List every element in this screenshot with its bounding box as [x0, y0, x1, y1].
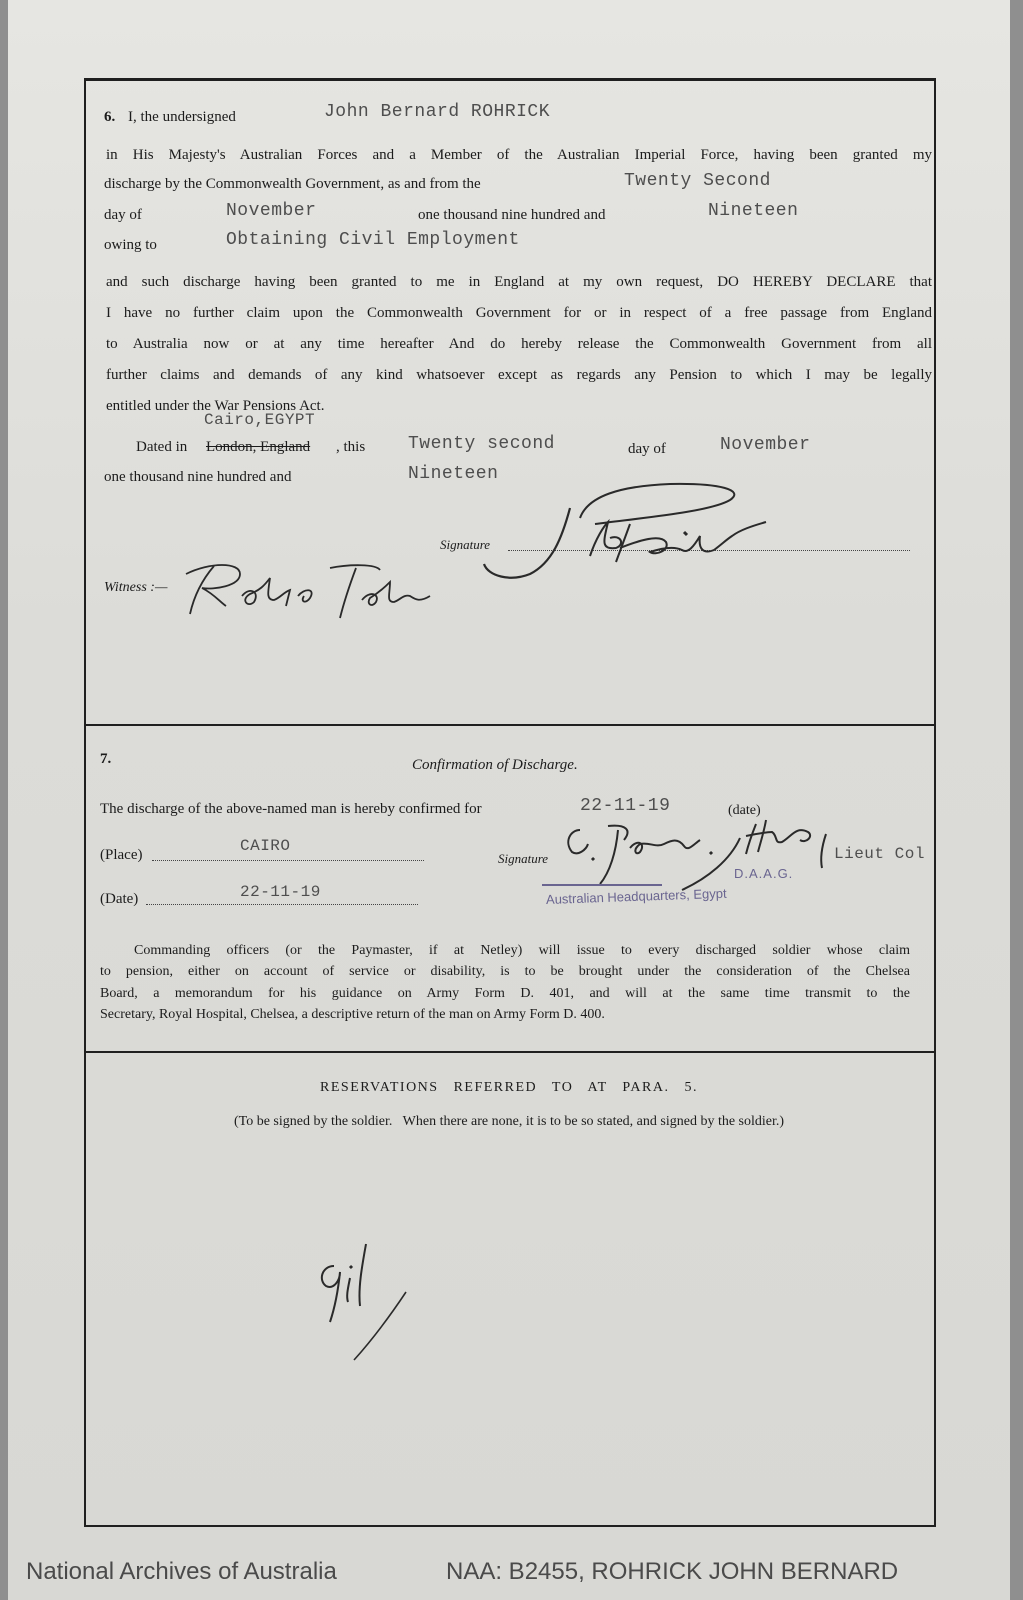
place-value: CAIRO — [240, 837, 291, 855]
dated-month: November — [720, 435, 811, 455]
officer-rank: Lieut Col — [834, 845, 925, 863]
confirmation-heading: Confirmation of Discharge. — [412, 757, 578, 773]
discharge-day: Twenty Second — [624, 171, 771, 191]
this-label: , this — [336, 439, 366, 455]
date-hint: (date) — [728, 803, 761, 818]
footer-archive-name: National Archives of Australia — [26, 1558, 337, 1585]
reservations-instruction: (To be signed by the soldier. When there are none, it is to be so stated, and signed by the soldier.) — [233, 1114, 785, 1129]
discharge-from-label: discharge by the Commonwealth Government, as and from the — [104, 176, 481, 192]
date-line — [146, 904, 418, 905]
declaration-line-2: in His Majesty's Australian Forces and a Member of the Australian Imperial Force, having been granted my — [106, 147, 932, 163]
place-label: (Place) — [100, 847, 143, 863]
note-line-1: Commanding officers (or the Paymaster, if at Netley) will issue to every discharged soldier whose claim — [134, 943, 910, 958]
officer-signature — [560, 796, 840, 896]
declaration-para-2: I have no further claim upon the Commonwealth Government for or in respect of a free passage from England — [106, 305, 932, 321]
declaration-para-4: further claims and demands of any kind whatsoever except as regards any Pension to which I may be legally — [106, 367, 932, 383]
dated-in-label: Dated in — [136, 439, 188, 455]
soldier-name: John Bernard ROHRICK — [324, 102, 551, 122]
witness-label: Witness :— — [104, 580, 168, 595]
soldier-signature — [470, 478, 770, 588]
section-divider-reservations — [84, 1051, 934, 1053]
officer-signature-label: Signature — [498, 851, 549, 866]
day-of-label: day of — [104, 207, 142, 223]
dated-place-struck: London, England — [206, 439, 311, 455]
note-line-4: Secretary, Royal Hospital, Chelsea, a descriptive return of the man on Army Form D. 400. — [100, 1007, 605, 1022]
section-divider-7 — [84, 724, 934, 726]
confirm-date: 22-11-19 — [580, 796, 671, 816]
stamp-rule — [542, 884, 662, 886]
witness-signature — [180, 556, 440, 626]
date-label: (Date) — [100, 891, 139, 907]
stamp-headquarters: Australian Headquarters, Egypt — [545, 885, 727, 907]
signature-label: Signature — [440, 537, 491, 552]
discharge-month: November — [226, 201, 317, 221]
discharge-year: Nineteen — [708, 201, 799, 221]
undersigned-label: I, the undersigned — [128, 109, 236, 125]
owing-to-label: owing to — [104, 237, 157, 253]
thousand-label-2: one thousand nine hundred and — [104, 469, 292, 485]
declaration-para-1: and such discharge having been granted to me in England at my own request, DO HEREBY DECLARE that — [106, 274, 932, 290]
date-value: 22-11-19 — [240, 883, 321, 901]
note-line-3: Board, a memorandum for his guidance on Army Form D. 401, and will at the same time transmit to the — [100, 986, 910, 1001]
place-line — [152, 860, 424, 861]
reservations-heading: RESERVATIONS REFERRED TO AT PARA. 5. — [320, 1080, 698, 1095]
section-6-number: 6. — [104, 109, 116, 125]
declaration-para-3: to Australia now or at any time hereafter And do hereby release the Commonwealth Government from all — [106, 336, 932, 352]
day-of-label-2: day of — [628, 441, 666, 457]
footer-reference: NAA: B2455, ROHRICK JOHN BERNARD — [446, 1558, 899, 1585]
stamp-role: D.A.A.G. — [734, 866, 794, 881]
discharge-reason: Obtaining Civil Employment — [226, 230, 520, 250]
note-line-2: to pension, either on account of service or disability, is to be brought under the consideration of the Chelsea — [100, 964, 910, 979]
thousand-label: one thousand nine hundred and — [418, 207, 606, 223]
dated-place-typed: Cairo,EGYPT — [204, 411, 316, 429]
confirm-text: The discharge of the above-named man is hereby confirmed for — [100, 801, 482, 817]
dated-year: Nineteen — [408, 464, 499, 484]
section-7-number: 7. — [100, 751, 112, 767]
declaration-para-5: entitled under the War Pensions Act. — [106, 398, 325, 414]
nil-handwriting — [310, 1236, 420, 1366]
dated-day: Twenty second — [408, 434, 555, 454]
